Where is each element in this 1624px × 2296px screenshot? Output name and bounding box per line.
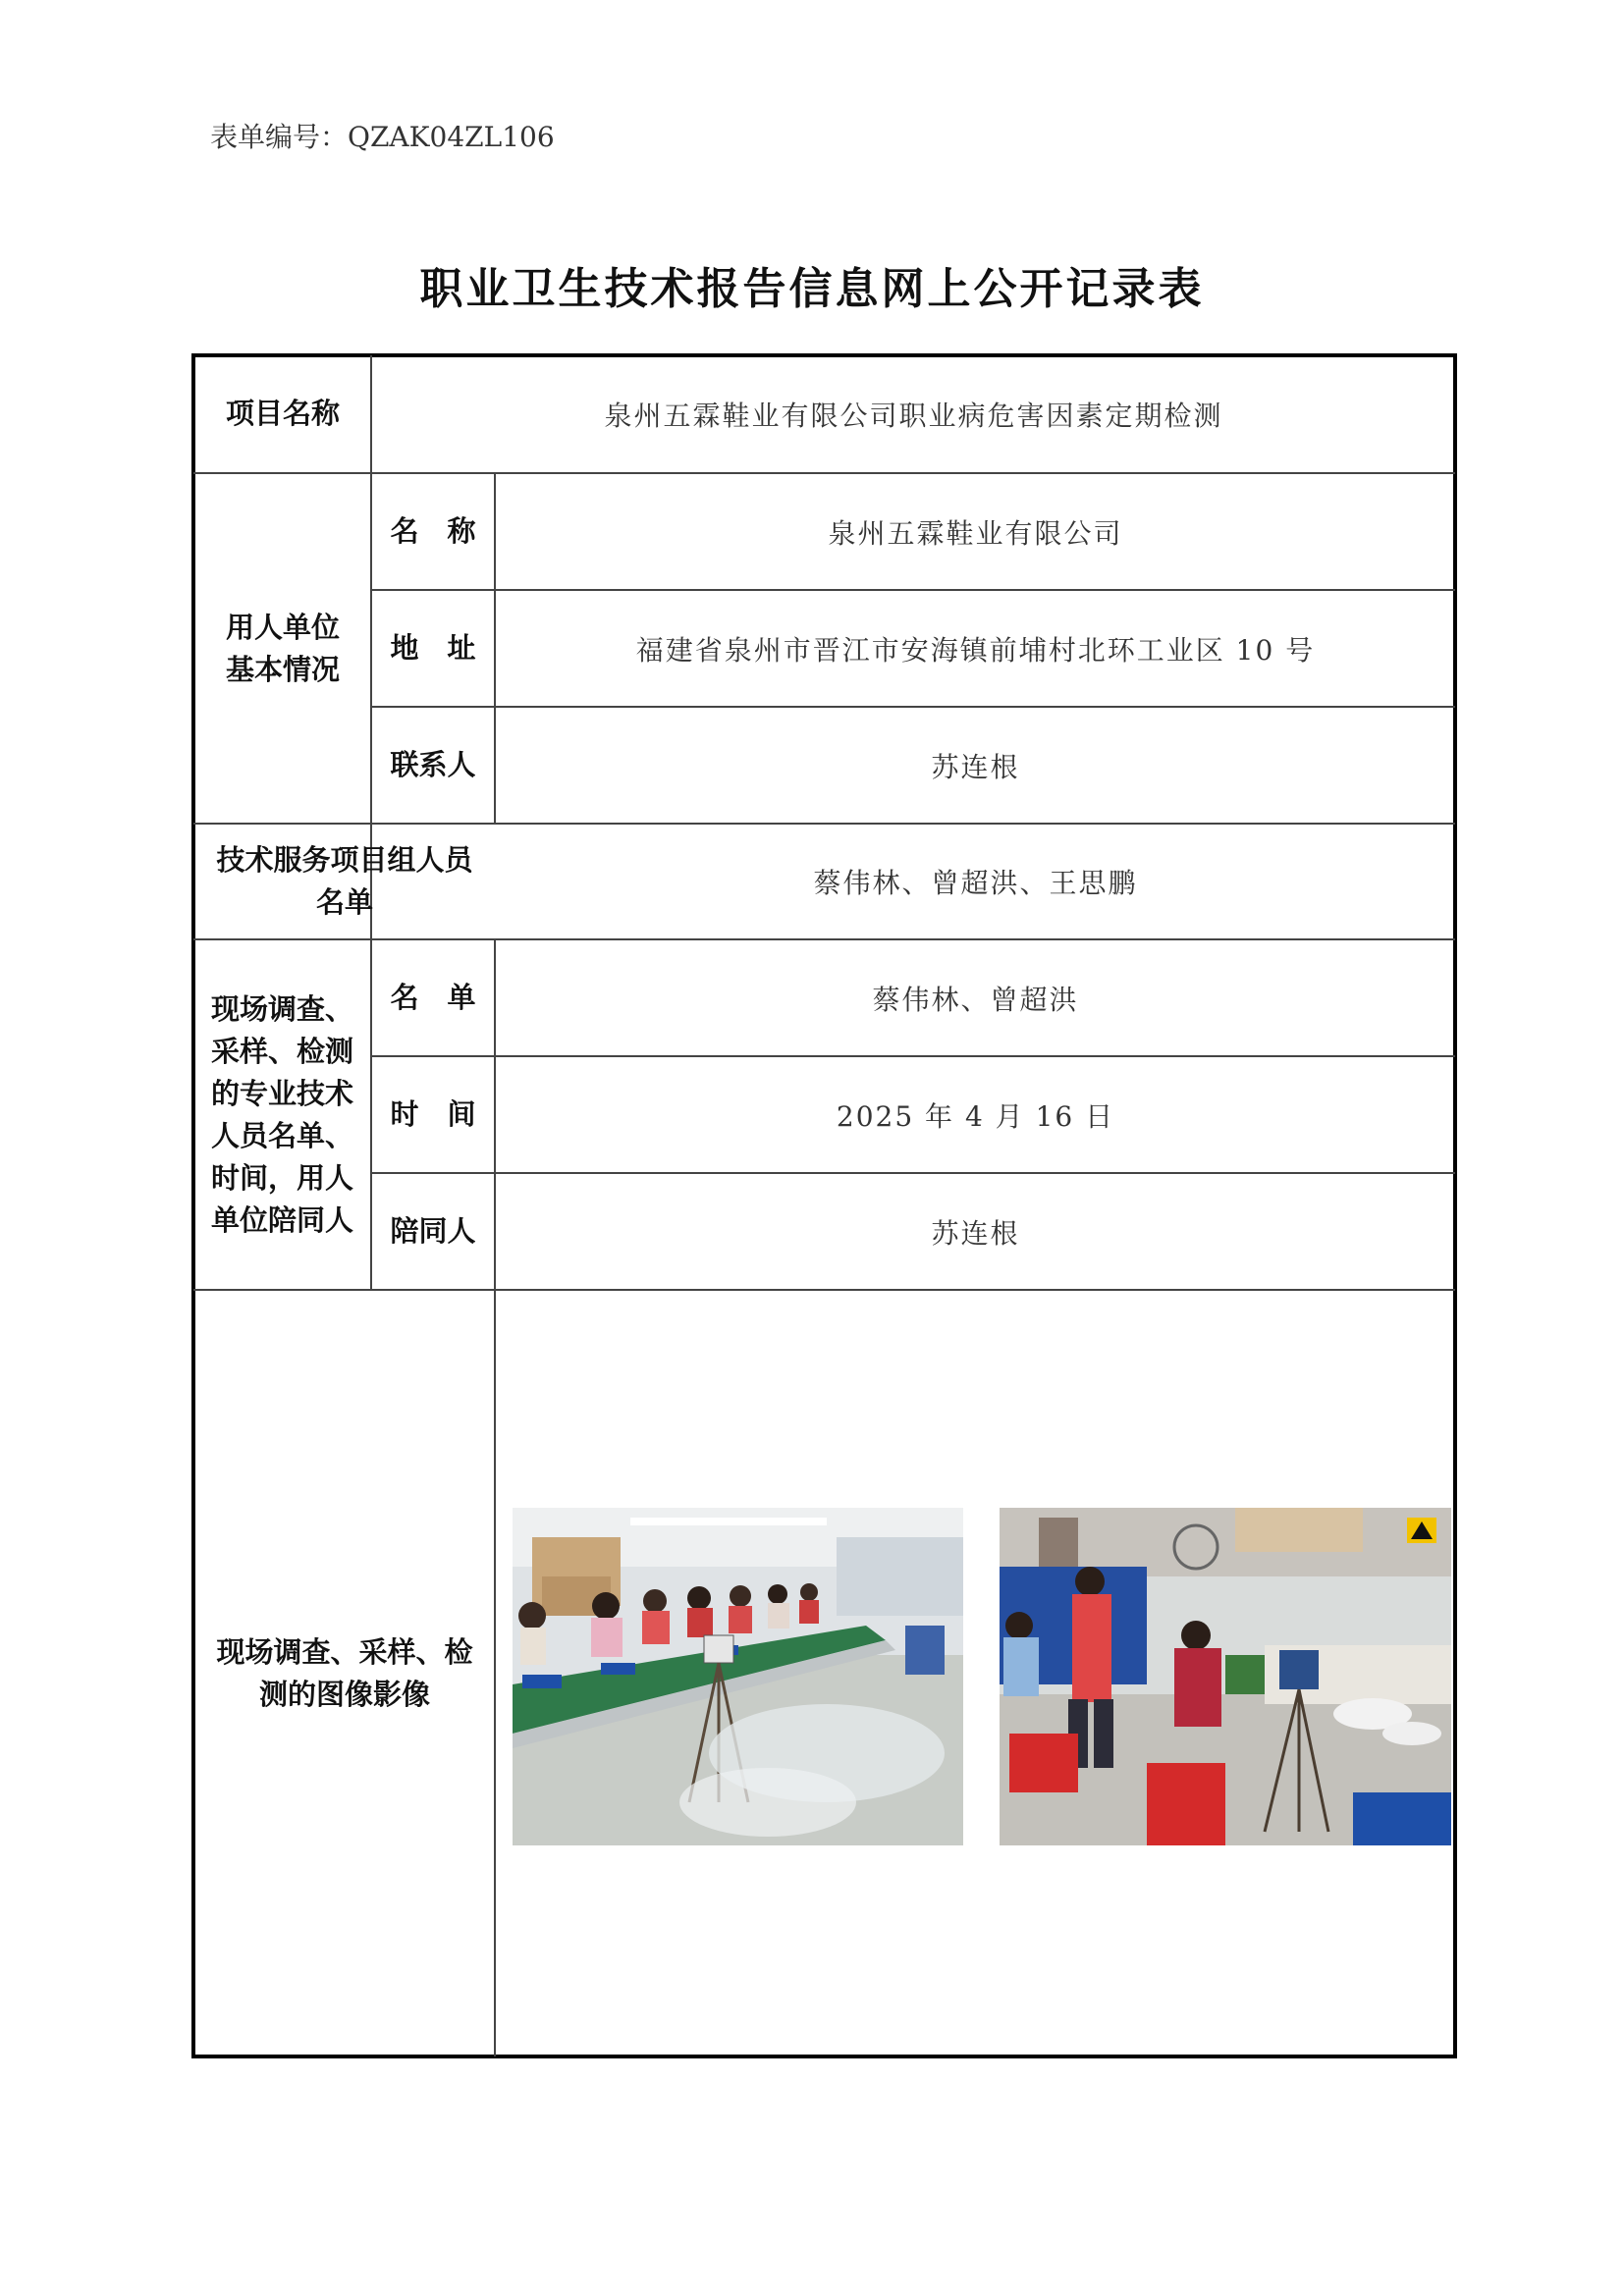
project-name-label: 项目名称: [225, 397, 340, 430]
escort-label: 陪同人: [390, 1214, 476, 1248]
images-label: 现场调查、采样、检 测的图像影像: [216, 1635, 473, 1711]
contact-label: 联系人: [390, 748, 476, 781]
employer-info-label: 用人单位 基本情况: [225, 610, 340, 686]
site-photo-production-line: [513, 1508, 963, 1845]
project-name-value: 泉州五霖鞋业有限公司职业病危害因素定期检测: [604, 399, 1223, 432]
site-photo-production-line-image: [513, 1508, 963, 1845]
survey-names-label: 名 单: [390, 981, 476, 1014]
address-label: 地 址: [390, 631, 476, 665]
survey-time-label: 时 间: [390, 1097, 476, 1131]
survey-names-value: 蔡伟林、曾超洪: [872, 983, 1079, 1016]
address-value: 福建省泉州市晋江市安海镇前埔村北环工业区 10 号: [635, 633, 1316, 667]
site-photo-workstation: [1000, 1508, 1451, 1845]
site-photo-workstation-image: [1000, 1508, 1451, 1845]
contact-value: 苏连根: [931, 750, 1020, 783]
employer-name-value: 泉州五霖鞋业有限公司: [828, 516, 1123, 550]
form-number: 表单编号：QZAK04ZL106: [210, 121, 555, 153]
team-value: 蔡伟林、曾超洪、王思鹏: [813, 867, 1138, 899]
employer-name-label: 名 称: [390, 514, 476, 548]
team-label: 技术服务项目组人员 名单: [216, 843, 473, 919]
escort-value: 苏连根: [931, 1216, 1020, 1250]
survey-time-value: 2025 年 4 月 16 日: [836, 1099, 1115, 1133]
page-title: 职业卫生技术报告信息网上公开记录表: [419, 264, 1205, 314]
survey-staff-label: 现场调查、 采样、检测 的专业技术 人员名单、 时间，用人 单位陪同人: [211, 991, 354, 1237]
